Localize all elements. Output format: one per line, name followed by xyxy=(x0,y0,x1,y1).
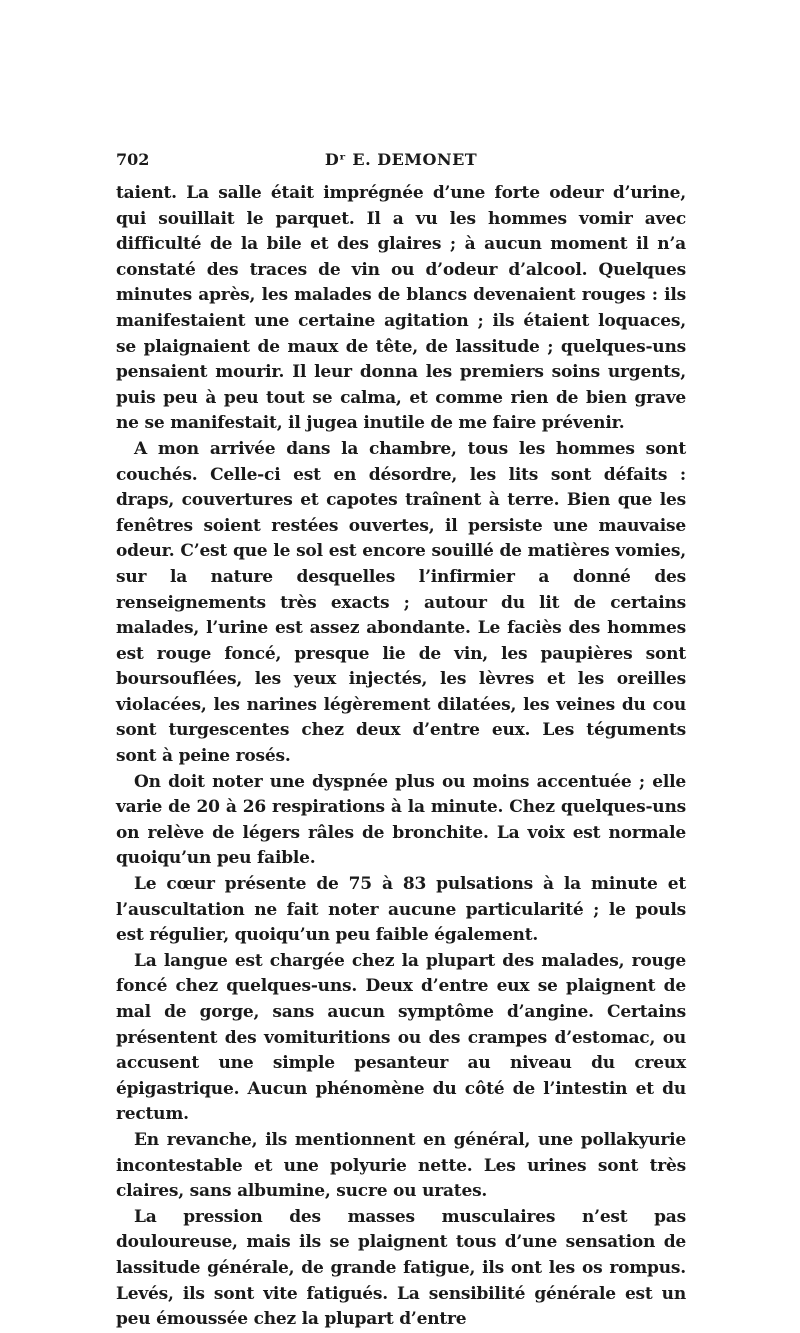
paragraph-continuation: taient. La salle était imprégnée d’une forte odeur d’urine, qui souillait le parquet. Il a vu les hommes vomir avec difficulté de la bile et des glaires ; à aucun moment il n’a constaté des traces de vin ou d’odeur d’alcool. Quelques minutes après, les malades de blancs devenaient rouges : ils manifestaient une certaine agitation ; ils étaient loquaces, se plaignaient de maux de tête, de lassitude ; quelques-uns pensaient mourir. Il leur donna les premiers soins urgents, puis peu à peu tout se calma, et comme rien de bien grave ne se manifestait, il jugea inutile de me faire prévenir. xyxy=(116,183,686,434)
paragraph: On doit noter une dyspnée plus ou moins accentuée ; elle varie de 20 à 26 respirations à la minute. Chez quelques-uns on relève de légers râles de bronchite. La voix est normale quoiqu’un peu faible. xyxy=(116,771,686,869)
paragraph: En revanche, ils mentionnent en général, une pollakyurie incontestable et une polyurie nette. Les urines sont très claires, sans albumine, sucre ou urates. xyxy=(116,1129,686,1202)
running-title: Dʳ E. DEMONET xyxy=(324,150,478,169)
paragraph: A mon arrivée dans la chambre, tous les hommes sont couchés. Celle-ci est en désordre, les lits sont défaits : draps, couvertures et capotes traînent à terre. Bien que les fenêtres soient restées ouvertes, il persiste une mauvaise odeur. C’est que le sol est encore souillé de matières vomies, sur la nature desquelles l’infirmier a donné des renseignements très exacts ; autour du lit de certains malades, l’urine est assez abondante. Le faciès des hommes est rouge foncé, presque lie de vin, les paupières sont boursouflées, les yeux injectés, les lèvres et les oreilles violacées, les narines légèrement dilatées, les veines du cou sont turgescentes chez deux d’entre eux. Les téguments sont à peine rosés. xyxy=(116,438,686,767)
running-head xyxy=(116,150,686,174)
paragraph: La pression des masses musculaires n’est pas douloureuse, mais ils se plaignent tous d’une sensation de lassitude générale, de grande fatigue, ils ont les os rompus. Levés, ils sont vite fatigués. La sensibilité générale est un peu émoussée chez la plupart d’entre xyxy=(116,1206,686,1330)
body-text xyxy=(116,181,686,1333)
paragraph: La langue est chargée chez la plupart des malades, rouge foncé chez quelques-uns. Deux d’entre eux se plaignent de mal de gorge, sans aucun symptôme d’angine. Certains présentent des vomituritions ou des crampes d’estomac, ou accusent une simple pesanteur au niveau du creux épigastrique. Aucun phénomène du côté de l’intestin et du rectum. xyxy=(116,950,686,1125)
page-number: 702 xyxy=(116,150,150,169)
paragraph: Le cœur présente de 75 à 83 pulsations à la minute et l’auscultation ne fait noter aucune particularité ; le pouls est régulier, quoiqu’un peu faible également. xyxy=(116,874,686,946)
